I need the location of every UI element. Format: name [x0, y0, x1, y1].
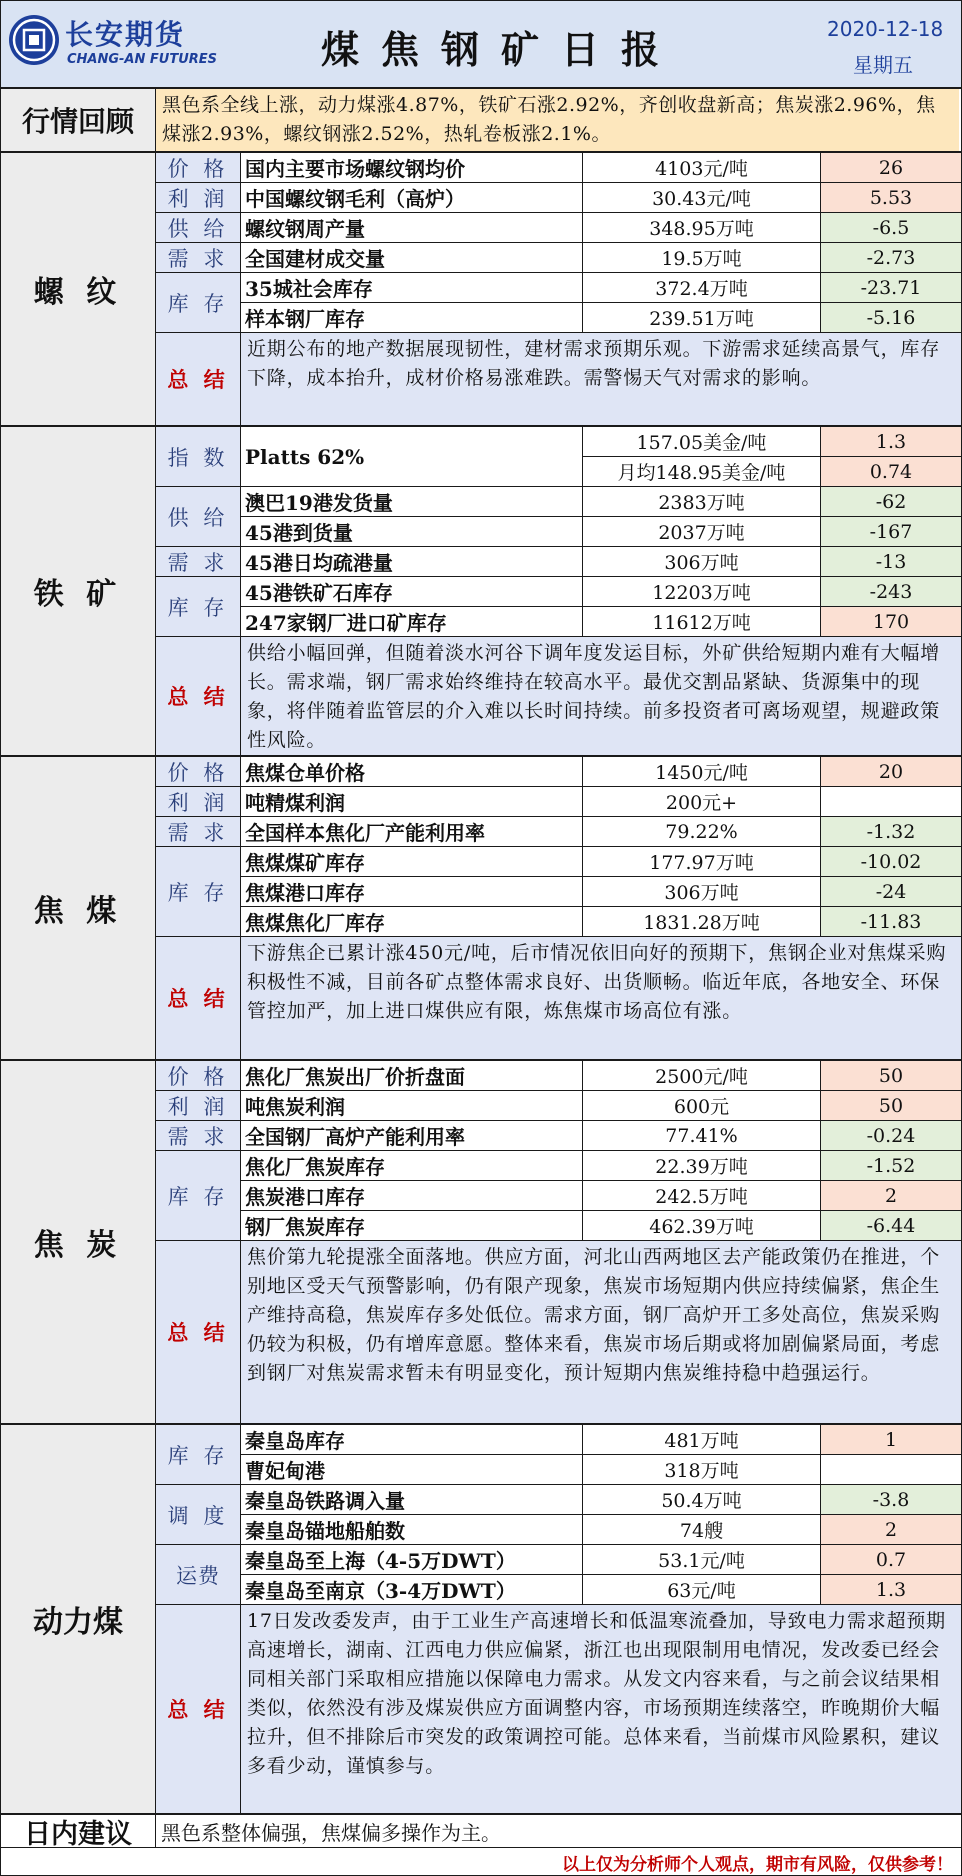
- table-row: [241, 907, 961, 937]
- table-row: [241, 547, 961, 577]
- indicator-change: -0.24: [821, 1121, 961, 1150]
- indicator-change: [821, 787, 961, 816]
- table-row: [241, 757, 961, 787]
- category-inventory: 库 存: [156, 577, 241, 637]
- summary-text: 近期公布的地产数据展现韧性，建材需求预期乐观。下游需求延续高景气，库存下降，成本抬升，成材价格易涨难跌。需警惕天气对需求的影响。: [241, 333, 961, 425]
- indicator-name: 焦化厂焦炭库存: [241, 1151, 583, 1180]
- indicator-name: 秦皇岛至上海（4-5万DWT）: [241, 1545, 583, 1574]
- indicator-value: 1831.28万吨: [583, 907, 821, 936]
- table-row: [241, 877, 961, 907]
- indicator-name: 45港到货量: [241, 517, 583, 546]
- indicator-change: 170: [821, 607, 961, 636]
- indicator-value: 462.39万吨: [583, 1211, 821, 1240]
- category-freight: 运费: [156, 1545, 241, 1605]
- indicator-name: 曹妃甸港: [241, 1455, 583, 1484]
- report-date: 2020-12-18: [827, 17, 944, 41]
- summary-text: 焦价第九轮提涨全面落地。供应方面，河北山西两地区去产能政策仍在推进，个别地区受天气预警影响，仍有限产现象，焦炭市场短期内供应持续偏紧，焦企生产维持高稳，焦炭库存多处低位。需求方面，钢厂高炉开工多处高位，焦炭采购仍较为积极，仍有增库意愿。整体来看，焦炭市场后期或将加剧偏紧局面，考虑到钢厂对焦炭需求暂未有明显变化，预计短期内焦炭维持稳中趋强运行。: [241, 1241, 961, 1423]
- indicator-change: 26: [821, 153, 961, 182]
- indicator-value: 318万吨: [583, 1455, 821, 1484]
- indicator-value: 306万吨: [583, 877, 821, 906]
- indicator-value: 50.4万吨: [583, 1485, 821, 1514]
- company-logo-icon: [7, 13, 61, 67]
- section-thermal-coal: [1, 1425, 961, 1815]
- table-row: [241, 787, 961, 817]
- category-summary: 总 结: [156, 1241, 241, 1423]
- indicator-name: 45港日均疏港量: [241, 547, 583, 576]
- indicator-value: 348.95万吨: [583, 213, 821, 242]
- table-row: [241, 1515, 961, 1545]
- category-demand: 需 求: [156, 547, 241, 577]
- report-weekday: 星期五: [853, 53, 913, 77]
- category-supply: 供 给: [156, 213, 241, 243]
- indicator-name: 焦煤港口库存: [241, 877, 583, 906]
- indicator-value: 30.43元/吨: [583, 183, 821, 212]
- indicator-name: 螺纹钢周产量: [241, 213, 583, 242]
- indicator-change: 1.3: [821, 427, 961, 457]
- indicator-name: 35城社会库存: [241, 273, 583, 302]
- table-row: [241, 1091, 961, 1121]
- indicator-name: 焦煤煤矿库存: [241, 847, 583, 876]
- market-review: [1, 89, 961, 153]
- indicator-name: 全国钢厂高炉产能利用率: [241, 1121, 583, 1150]
- indicator-value: 239.51万吨: [583, 303, 821, 332]
- category-summary: 总 结: [156, 937, 241, 1059]
- indicator-change: 1.3: [821, 1575, 961, 1604]
- indicator-change: 50: [821, 1061, 961, 1090]
- indicator-change: 0.7: [821, 1545, 961, 1574]
- table-row: [241, 607, 961, 637]
- indicator-name: 全国建材成交量: [241, 243, 583, 272]
- section-coke: [1, 1061, 961, 1425]
- indicator-change: 5.53: [821, 183, 961, 212]
- summary-text: 供给小幅回弹，但随着淡水河谷下调年度发运目标，外矿供给短期内难有大幅增长。需求端，钢厂需求始终维持在较高水平。最优交割品紧缺、货源集中的现象，将伴随着监管层的介入难以长时间持续。前多投资者可离场观望，规避政策性风险。: [241, 637, 961, 755]
- indicator-name: 秦皇岛铁路调入量: [241, 1485, 583, 1514]
- company-name-cn: 长安期货: [65, 18, 186, 51]
- indicator-change: -10.02: [821, 847, 961, 876]
- indicator-value: 157.05美金/吨: [583, 427, 821, 457]
- indicator-change: -1.32: [821, 817, 961, 846]
- section-rebar: [1, 153, 961, 427]
- indicator-name: 焦煤焦化厂库存: [241, 907, 583, 936]
- indicator-change: -23.71: [821, 273, 961, 302]
- indicator-change: 20: [821, 757, 961, 786]
- indicator-change: -13: [821, 547, 961, 576]
- table-row: [241, 847, 961, 877]
- market-review-text: 黑色系全线上涨，动力煤涨4.87%，铁矿石涨2.92%，齐创收盘新高；焦炭涨2.96%，焦煤涨2.93%，螺纹钢涨2.52%，热轧卷板涨2.1%。: [156, 89, 959, 151]
- report-header: [1, 1, 961, 89]
- indicator-name: 吨精煤利润: [241, 787, 583, 816]
- indicator-name: 247家钢厂进口矿库存: [241, 607, 583, 636]
- indicator-change: -11.83: [821, 907, 961, 936]
- indicator-value: 74艘: [583, 1515, 821, 1544]
- table-row: [241, 213, 961, 243]
- indicator-name: Platts 62%: [241, 427, 583, 486]
- category-profit: 利 润: [156, 183, 241, 213]
- table-row: [241, 1211, 961, 1241]
- indicator-name: 吨焦炭利润: [241, 1091, 583, 1120]
- category-price: 价 格: [156, 1061, 241, 1091]
- table-row: [241, 1151, 961, 1181]
- intraday-advice-text: 黑色系整体偏强，焦煤偏多操作为主。: [161, 1820, 501, 1845]
- indicator-change: 0.74: [821, 457, 961, 486]
- indicator-value: 177.97万吨: [583, 847, 821, 876]
- indicator-name: 焦炭港口库存: [241, 1181, 583, 1210]
- section-coking-coal: [1, 757, 961, 1061]
- table-row: [241, 1455, 961, 1485]
- indicator-value: 2037万吨: [583, 517, 821, 546]
- indicator-change: -62: [821, 487, 961, 516]
- category-inventory: 库 存: [156, 273, 241, 333]
- indicator-name: 秦皇岛锚地船舶数: [241, 1515, 583, 1544]
- indicator-value: 481万吨: [583, 1425, 821, 1454]
- table-row: [241, 1545, 961, 1575]
- category-profit: 利 润: [156, 1091, 241, 1121]
- category-index: 指 数: [156, 427, 241, 487]
- risk-disclaimer: 以上仅为分析师个人观点，期市有风险，仅供参考！: [562, 1855, 953, 1875]
- indicator-value: 242.5万吨: [583, 1181, 821, 1210]
- indicator-change: -243: [821, 577, 961, 606]
- summary-text: 17日发改委发声，由于工业生产高速增长和低温寒流叠加，导致电力需求超预期高速增长，湖南、江西电力供应偏紧，浙江也出现限制用电情况，发改委已经会同相关部门采取相应措施以保障电力需求。从发文内容来看，与之前会议结果相类似，依然没有涉及煤炭供应方面调整内容，市场预期连续落空，昨晚期价大幅拉升，但不排除后市突发的政策调控可能。总体来看，当前煤市风险累积，建议多看少动，谨慎参与。: [241, 1605, 961, 1813]
- intraday-advice-label: 日内建议: [1, 1815, 156, 1847]
- section-label-thermal-coal: 动力煤: [1, 1425, 156, 1813]
- indicator-change: -167: [821, 517, 961, 546]
- indicator-change: -6.5: [821, 213, 961, 242]
- table-row: [241, 517, 961, 547]
- indicator-value: 4103元/吨: [583, 153, 821, 182]
- table-row: [241, 427, 961, 487]
- table-row: [241, 1575, 961, 1605]
- section-label-coke: 焦 炭: [1, 1061, 156, 1423]
- indicator-change: -1.52: [821, 1151, 961, 1180]
- category-demand: 需 求: [156, 243, 241, 273]
- indicator-value: 200元+: [583, 787, 821, 816]
- indicator-name: 秦皇岛库存: [241, 1425, 583, 1454]
- category-summary: 总 结: [156, 637, 241, 755]
- category-price: 价 格: [156, 153, 241, 183]
- indicator-change: 50: [821, 1091, 961, 1120]
- category-demand: 需 求: [156, 817, 241, 847]
- indicator-value: 53.1元/吨: [583, 1545, 821, 1574]
- indicator-change: -2.73: [821, 243, 961, 272]
- indicator-value: 22.39万吨: [583, 1151, 821, 1180]
- table-row: [241, 1181, 961, 1211]
- section-label-rebar: 螺 纹: [1, 153, 156, 425]
- indicator-change: 2: [821, 1181, 961, 1210]
- category-demand: 需 求: [156, 1121, 241, 1151]
- indicator-name: 样本钢厂库存: [241, 303, 583, 332]
- table-row: [241, 487, 961, 517]
- indicator-name: 秦皇岛至南京（3-4万DWT）: [241, 1575, 583, 1604]
- indicator-name: 焦化厂焦炭出厂价折盘面: [241, 1061, 583, 1090]
- table-row: [241, 1061, 961, 1091]
- category-price: 价 格: [156, 757, 241, 787]
- indicator-change: -6.44: [821, 1211, 961, 1240]
- indicator-change: [821, 1455, 961, 1484]
- table-row: [241, 273, 961, 303]
- category-summary: 总 结: [156, 333, 241, 425]
- table-row: [241, 183, 961, 213]
- indicator-value: 79.22%: [583, 817, 821, 846]
- indicator-change: -5.16: [821, 303, 961, 332]
- table-row: [241, 577, 961, 607]
- table-row: [241, 303, 961, 333]
- category-profit: 利 润: [156, 787, 241, 817]
- table-row: [241, 243, 961, 273]
- indicator-value: 306万吨: [583, 547, 821, 576]
- indicator-value: 2383万吨: [583, 487, 821, 516]
- indicator-change: -24: [821, 877, 961, 906]
- indicator-name: 焦煤仓单价格: [241, 757, 583, 786]
- report-title: 煤焦钢矿日报: [321, 28, 682, 72]
- section-iron-ore: [1, 427, 961, 757]
- indicator-value: 19.5万吨: [583, 243, 821, 272]
- indicator-value: 1450元/吨: [583, 757, 821, 786]
- indicator-value: 372.4万吨: [583, 273, 821, 302]
- indicator-change: -3.8: [821, 1485, 961, 1514]
- category-inventory: 库 存: [156, 1151, 241, 1241]
- indicator-value: 600元: [583, 1091, 821, 1120]
- section-label-iron-ore: 铁 矿: [1, 427, 156, 755]
- indicator-name: 45港铁矿石库存: [241, 577, 583, 606]
- category-inventory: 库 存: [156, 1425, 241, 1485]
- category-dispatch: 调 度: [156, 1485, 241, 1545]
- category-supply: 供 给: [156, 487, 241, 547]
- indicator-value: 12203万吨: [583, 577, 821, 606]
- indicator-change: 2: [821, 1515, 961, 1544]
- table-row: [241, 153, 961, 183]
- table-row: [241, 1485, 961, 1515]
- indicator-name: 钢厂焦炭库存: [241, 1211, 583, 1240]
- indicator-value: 月均148.95美金/吨: [583, 457, 821, 486]
- indicator-value: 77.41%: [583, 1121, 821, 1150]
- table-row: [241, 1121, 961, 1151]
- indicator-name: 国内主要市场螺纹钢均价: [241, 153, 583, 182]
- indicator-change: 1: [821, 1425, 961, 1454]
- indicator-name: 中国螺纹钢毛利（高炉）: [241, 183, 583, 212]
- company-name-en: CHANG-AN FUTURES: [67, 52, 218, 67]
- summary-text: 下游焦企已累计涨450元/吨，后市情况依旧向好的预期下，焦钢企业对焦煤采购积极性不减，目前各矿点整体需求良好、出货顺畅。临近年底，各地安全、环保管控加严，加上进口煤供应有限，炼焦煤市场高位有涨。: [241, 937, 961, 1059]
- table-row: [241, 1425, 961, 1455]
- indicator-value: 63元/吨: [583, 1575, 821, 1604]
- market-review-label: 行情回顾: [1, 89, 156, 151]
- indicator-name: 全国样本焦化厂产能利用率: [241, 817, 583, 846]
- category-summary: 总 结: [156, 1605, 241, 1813]
- intraday-advice: [1, 1815, 961, 1848]
- indicator-name: 澳巴19港发货量: [241, 487, 583, 516]
- section-label-coking-coal: 焦 煤: [1, 757, 156, 1059]
- indicator-value: 2500元/吨: [583, 1061, 821, 1090]
- indicator-value: 11612万吨: [583, 607, 821, 636]
- table-row: [241, 817, 961, 847]
- category-inventory: 库 存: [156, 847, 241, 937]
